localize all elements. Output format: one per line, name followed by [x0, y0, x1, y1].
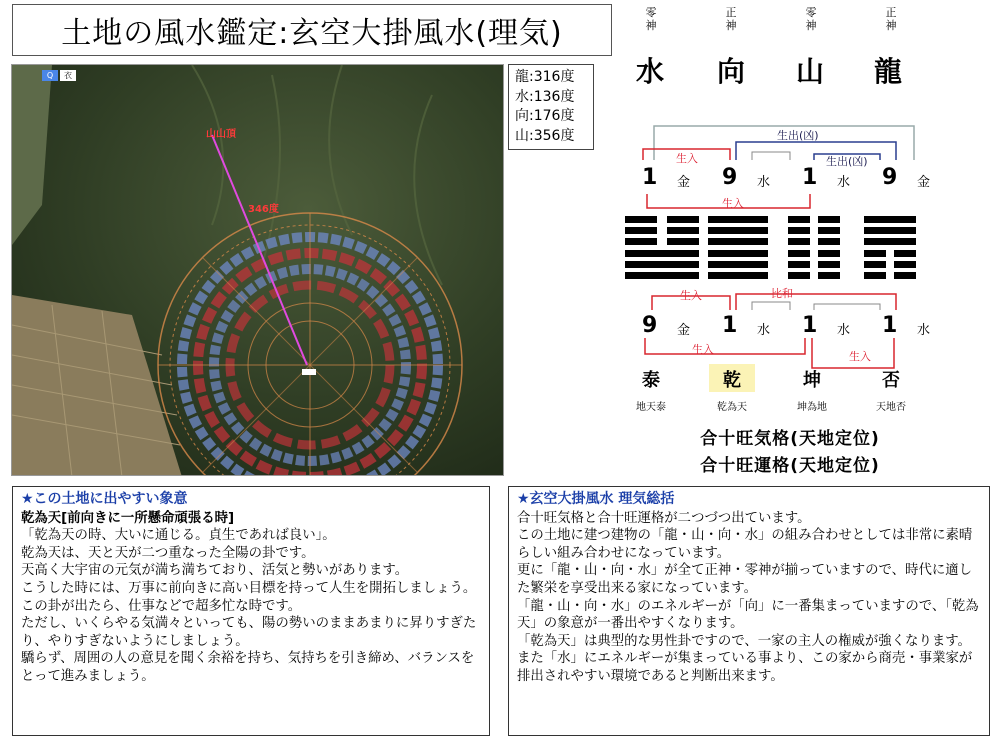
big-label-water: 水 — [636, 55, 665, 88]
top-element: 金 — [917, 175, 931, 190]
arc-label: 生入 — [692, 343, 714, 356]
big-label-facing: 向 — [717, 55, 746, 88]
arc-label: 生入 — [680, 289, 702, 302]
category-label: 正 神 — [885, 6, 897, 32]
result-line-1: 合十旺気格(天地定位) — [700, 429, 880, 449]
top-element: 金 — [677, 175, 691, 190]
hexagram-subname: 地天泰 — [636, 402, 666, 413]
readout-line: 向:176度 — [515, 108, 575, 124]
big-label-dragon: 龍 — [874, 55, 903, 88]
arc-label: 生入 — [849, 350, 871, 363]
map-image — [12, 65, 504, 476]
bottom-number: 1 — [802, 313, 818, 338]
left-box-paragraph: 天高く大宇宙の元気が満ち満ちており、活気と勢いがあります。 — [21, 563, 409, 579]
left-box-heading: ★この土地に出やすい象意 — [21, 491, 188, 507]
arc-label: 生入 — [676, 152, 698, 165]
top-number: 9 — [882, 165, 898, 190]
bottom-element: 水 — [917, 323, 931, 338]
hexagram-figures — [620, 214, 920, 284]
bottom-element: 金 — [677, 323, 691, 338]
top-number: 1 — [642, 165, 658, 190]
result-line-2: 合十旺運格(天地定位) — [700, 456, 880, 476]
left-box-paragraph: ただし、いくらやる気満々といっても、陽の勢いのままあまりに昇りすぎたり、やりすぎないようにしましょう。 — [21, 616, 477, 649]
hexagram-pi — [864, 216, 916, 279]
left-box-paragraph: こうした時には、万事に前向きに高い目標を持って人生を開拓しましょう。 — [21, 580, 477, 596]
map-peak-label: 山山頂 — [206, 129, 236, 140]
left-box-paragraph: この卦が出たら、仕事などで超多忙な時です。 — [21, 598, 302, 614]
arc-label: 生出(凶) — [777, 129, 819, 142]
satellite-map[interactable] — [11, 64, 504, 476]
right-box-paragraph: また「水」にエネルギーが集まっている事より、この家から商売・事業家が排出されやすい環境であると判断出来ます。 — [517, 651, 973, 684]
hexagram-name: 乾 — [723, 370, 741, 391]
hexagram-subname: 乾為天 — [717, 402, 747, 413]
hexagram-name: 泰 — [642, 370, 660, 391]
bottom-number: 1 — [722, 313, 738, 338]
top-element: 水 — [837, 175, 851, 190]
hexagram-name: 否 — [882, 370, 900, 391]
page-title: 土地の風水鑑定:玄空大掛風水(理気) — [12, 4, 612, 56]
right-box-paragraph: この土地に建つ建物の「龍・山・向・水」の組み合わせとしては非常に素晴らしい組み合わせになっています。 — [517, 528, 973, 561]
top-element: 水 — [757, 175, 771, 190]
right-box-paragraph: 「乾為天」は典型的な男性卦ですので、一家の主人の権威が強くなります。 — [517, 633, 971, 649]
direction-readout — [508, 64, 594, 150]
right-box-paragraph: 「龍・山・向・水」のエネルギーが「向」に一番集まっていますので、「乾為天」の象意が一番出やすくなります。 — [517, 598, 979, 632]
bottom-element: 水 — [757, 323, 771, 338]
hexagram-tai — [625, 216, 699, 279]
top-number: 9 — [722, 165, 738, 190]
bottom-element: 水 — [837, 323, 851, 338]
right-box-paragraph: 合十旺気格と合十旺運格が二つづつ出ています。 — [517, 510, 811, 526]
hexagram-name: 坤 — [803, 370, 821, 391]
bottom-number: 9 — [642, 313, 658, 338]
map-angle-label: 346度 — [248, 204, 279, 215]
readout-line: 水:136度 — [515, 88, 575, 105]
category-label: 正 神 — [725, 6, 737, 32]
right-box-paragraph: 更に「龍・山・向・水」が全て正神・零神が揃っていますので、時代に適した繁栄を享受出来る家になっています。 — [517, 563, 973, 596]
top-number: 1 — [802, 165, 818, 190]
readout-line: 龍:316度 — [515, 69, 575, 85]
bottom-number: 1 — [882, 313, 898, 338]
hexagram-qian — [708, 216, 768, 279]
map-search-button[interactable]: Q — [42, 70, 58, 81]
left-box-paragraph: 乾為天は、天と天が二つ重なった全陽の卦です。 — [21, 545, 315, 561]
hexagram-subname: 坤為地 — [797, 402, 827, 413]
arc-label: 比和 — [771, 287, 793, 300]
hexagram-kun — [788, 216, 840, 279]
category-label: 零 神 — [805, 6, 817, 32]
left-box-subheading: 乾為天[前向きに一所懸命頑張る時] — [21, 510, 235, 526]
readout-line: 山:356度 — [515, 127, 575, 144]
right-box-heading: ★玄空大掛風水 理気総括 — [517, 491, 675, 507]
left-box-paragraph: 「乾為天の時、大いに通じる。貞生であれば良い」。 — [21, 528, 336, 544]
left-explanation-box — [12, 486, 490, 736]
arc-label: 生出(凶) — [826, 155, 868, 168]
arc-label: 生入 — [722, 197, 744, 210]
category-label: 零 神 — [645, 6, 657, 32]
left-box-paragraph: 驕らず、周囲の人の意見を聞く余裕を持ち、気持ちを引き締め、バランスをとって進みましょう。 — [21, 651, 475, 684]
big-label-mountain: 山 — [796, 55, 825, 88]
hexagram-subname: 天地否 — [876, 402, 906, 413]
right-summary-box — [508, 486, 990, 736]
map-mode-button[interactable]: 衣 — [60, 70, 76, 81]
